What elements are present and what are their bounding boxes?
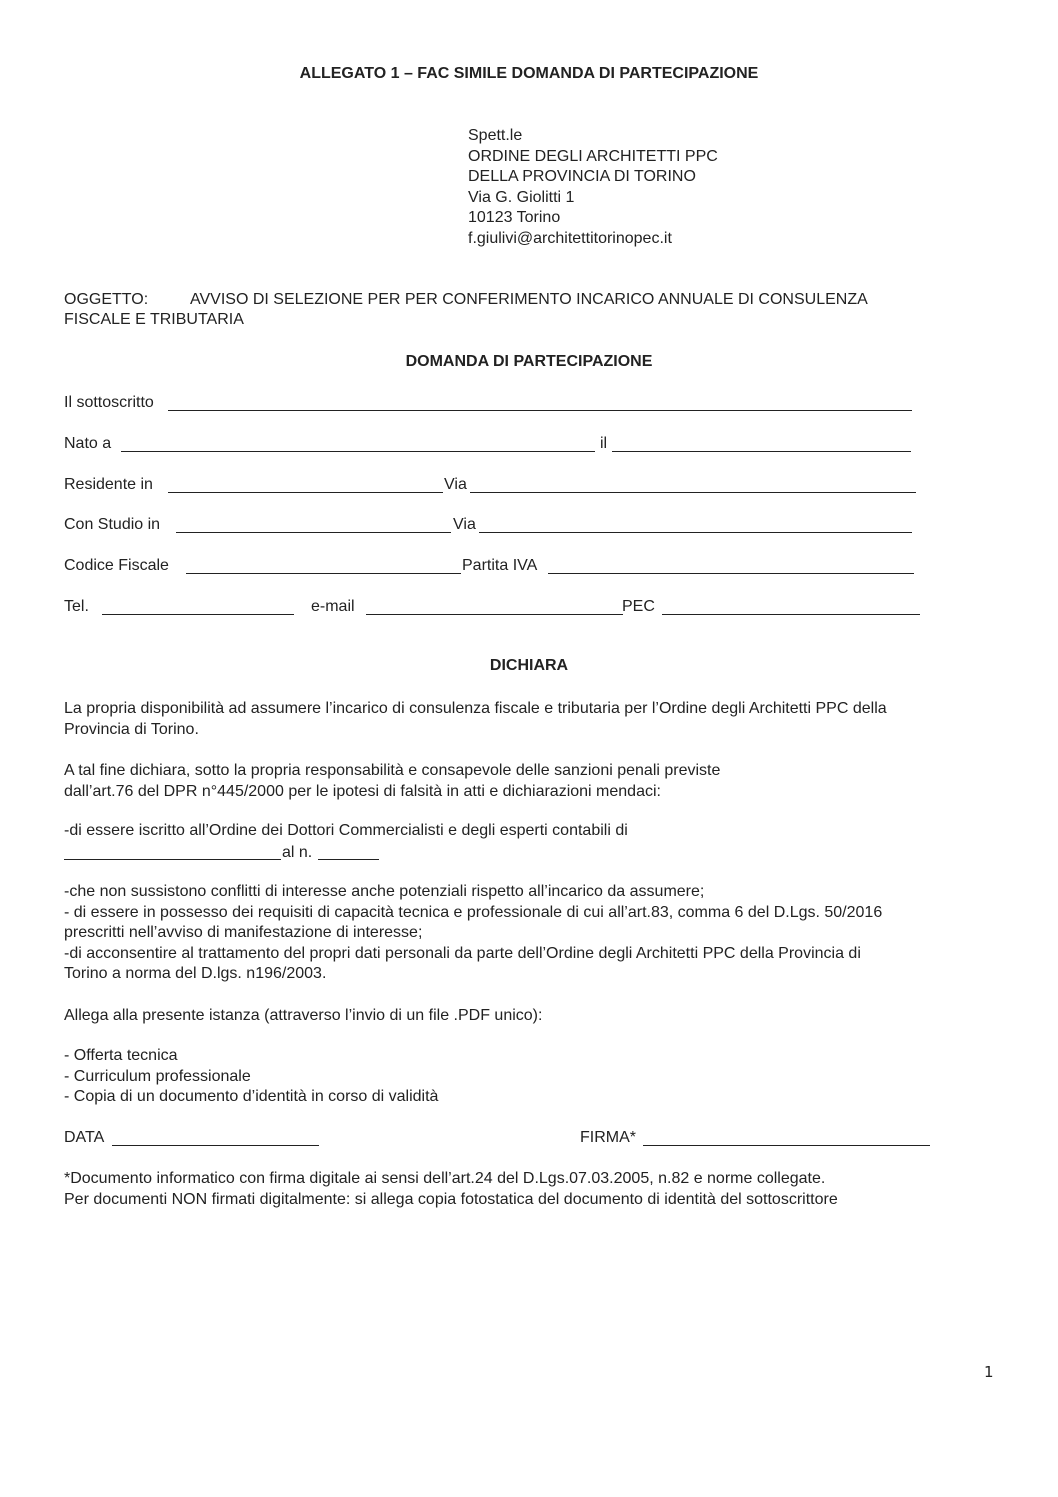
label-email: e-mail [311,598,355,615]
sottoscritto-field[interactable] [168,410,912,411]
label-il: il [600,435,608,452]
attachments-list [64,1046,438,1108]
document-title: ALLEGATO 1 – FAC SIMILE DOMANDA DI PARTECIPAZIONE [299,65,759,82]
attachments-intro: Allega alla presente istanza (attraverso l’invio di un file .PDF unico): [64,1007,543,1024]
partita-iva-field[interactable] [548,573,914,574]
residence-street-field[interactable] [470,492,916,493]
paragraph-line: La propria disponibilità ad assumere l’incarico di consulenza fiscale e tributaria per l’Ordine degli Architetti PPC della [64,700,887,717]
label-codice-fiscale: Codice Fiscale [64,557,169,574]
recipient-line: DELLA PROVINCIA DI TORINO [468,168,696,185]
application-title: DOMANDA DI PARTECIPAZIONE [405,353,653,370]
birthplace-field[interactable] [121,451,595,452]
paragraph-line: dall’art.76 del DPR n°445/2000 per le ipotesi di falsità in atti e dichiarazioni mendaci: [64,782,661,800]
list-item: - Curriculum professionale [64,1067,251,1085]
recipient-line: 10123 Torino [468,209,561,226]
studio-street-field[interactable] [479,532,912,533]
tel-field[interactable] [102,614,294,615]
registration-number-field[interactable] [318,859,379,860]
footnote-line: *Documento informatico con firma digitale ai sensi dell’art.24 del D.Lgs.07.03.2005, n.82 e norme collegate. [64,1170,826,1187]
subject-line-2: FISCALE E TRIBUTARIA [64,311,244,328]
paragraph-line: A tal fine dichiara, sotto la propria responsabilità e consapevole delle sanzioni penali previste [64,762,721,779]
email-field[interactable] [366,614,623,615]
list-item: - Offerta tecnica [64,1047,178,1064]
availability-paragraph [64,699,887,740]
pec-field[interactable] [662,614,920,615]
label-via-residenza: Via [444,476,467,493]
codice-fiscale-field[interactable] [186,573,461,574]
conditions-paragraph [64,882,882,985]
paragraph-line: prescritti nell’avviso di manifestazione di interesse; [64,924,423,941]
subject-line-1: AVVISO DI SELEZIONE PER PER CONFERIMENTO INCARICO ANNUALE DI CONSULENZA [190,291,868,308]
list-item: - Copia di un documento d’identità in corso di validità [64,1088,439,1105]
paragraph-line: - di essere in possesso dei requisiti di capacità tecnica e professionale di cui all’art.83, comma 6 del D.Lgs. 50/2016 [64,903,883,921]
recipient-line: Via G. Giolitti 1 [468,188,575,206]
label-sottoscritto: Il sottoscritto [64,394,154,411]
label-al-n: al n. [282,844,313,861]
signature-field[interactable] [643,1145,930,1146]
recipient-email: f.giulivi@architettitorinopec.it [468,229,672,247]
subject-label: OGGETTO: [64,291,149,308]
residence-city-field[interactable] [168,492,443,493]
declaration-intro-paragraph [64,761,720,802]
registration-order-field[interactable] [64,859,281,860]
paragraph-line: Torino a norma del D.lgs. n196/2003. [64,965,327,982]
birthdate-field[interactable] [612,451,911,452]
label-residente-in: Residente in [64,476,153,493]
recipient-address [468,126,718,249]
registration-line: -di essere iscritto all’Ordine dei Dottori Commercialisti e degli esperti contabili di [64,822,628,839]
paragraph-line: -che non sussistono conflitti di interesse anche potenziali rispetto all’incarico da assumere; [64,883,705,900]
label-con-studio-in: Con Studio in [64,516,161,533]
label-nato-a: Nato a [64,435,112,452]
recipient-line: Spett.le [468,127,523,144]
footnote-line: Per documenti NON firmati digitalmente: si allega copia fotostatica del documento di identità del sottoscrittore [64,1190,838,1208]
label-data: DATA [64,1129,105,1146]
label-tel: Tel. [64,598,89,615]
label-firma: FIRMA* [580,1129,636,1146]
declaration-title: DICHIARA [489,657,569,674]
label-partita-iva: Partita IVA [462,557,538,574]
paragraph-line: -di acconsentire al trattamento del propri dati personali da parte dell’Ordine degli Architetti PPC della Provincia di [64,944,861,962]
footnote [64,1169,838,1210]
date-field[interactable] [112,1145,319,1146]
paragraph-line: Provincia di Torino. [64,720,199,738]
label-pec: PEC [622,598,655,615]
label-via-studio: Via [453,516,476,533]
studio-city-field[interactable] [176,532,451,533]
page-number: 1 [984,1363,994,1381]
recipient-line: ORDINE DEGLI ARCHITETTI PPC [468,147,718,165]
